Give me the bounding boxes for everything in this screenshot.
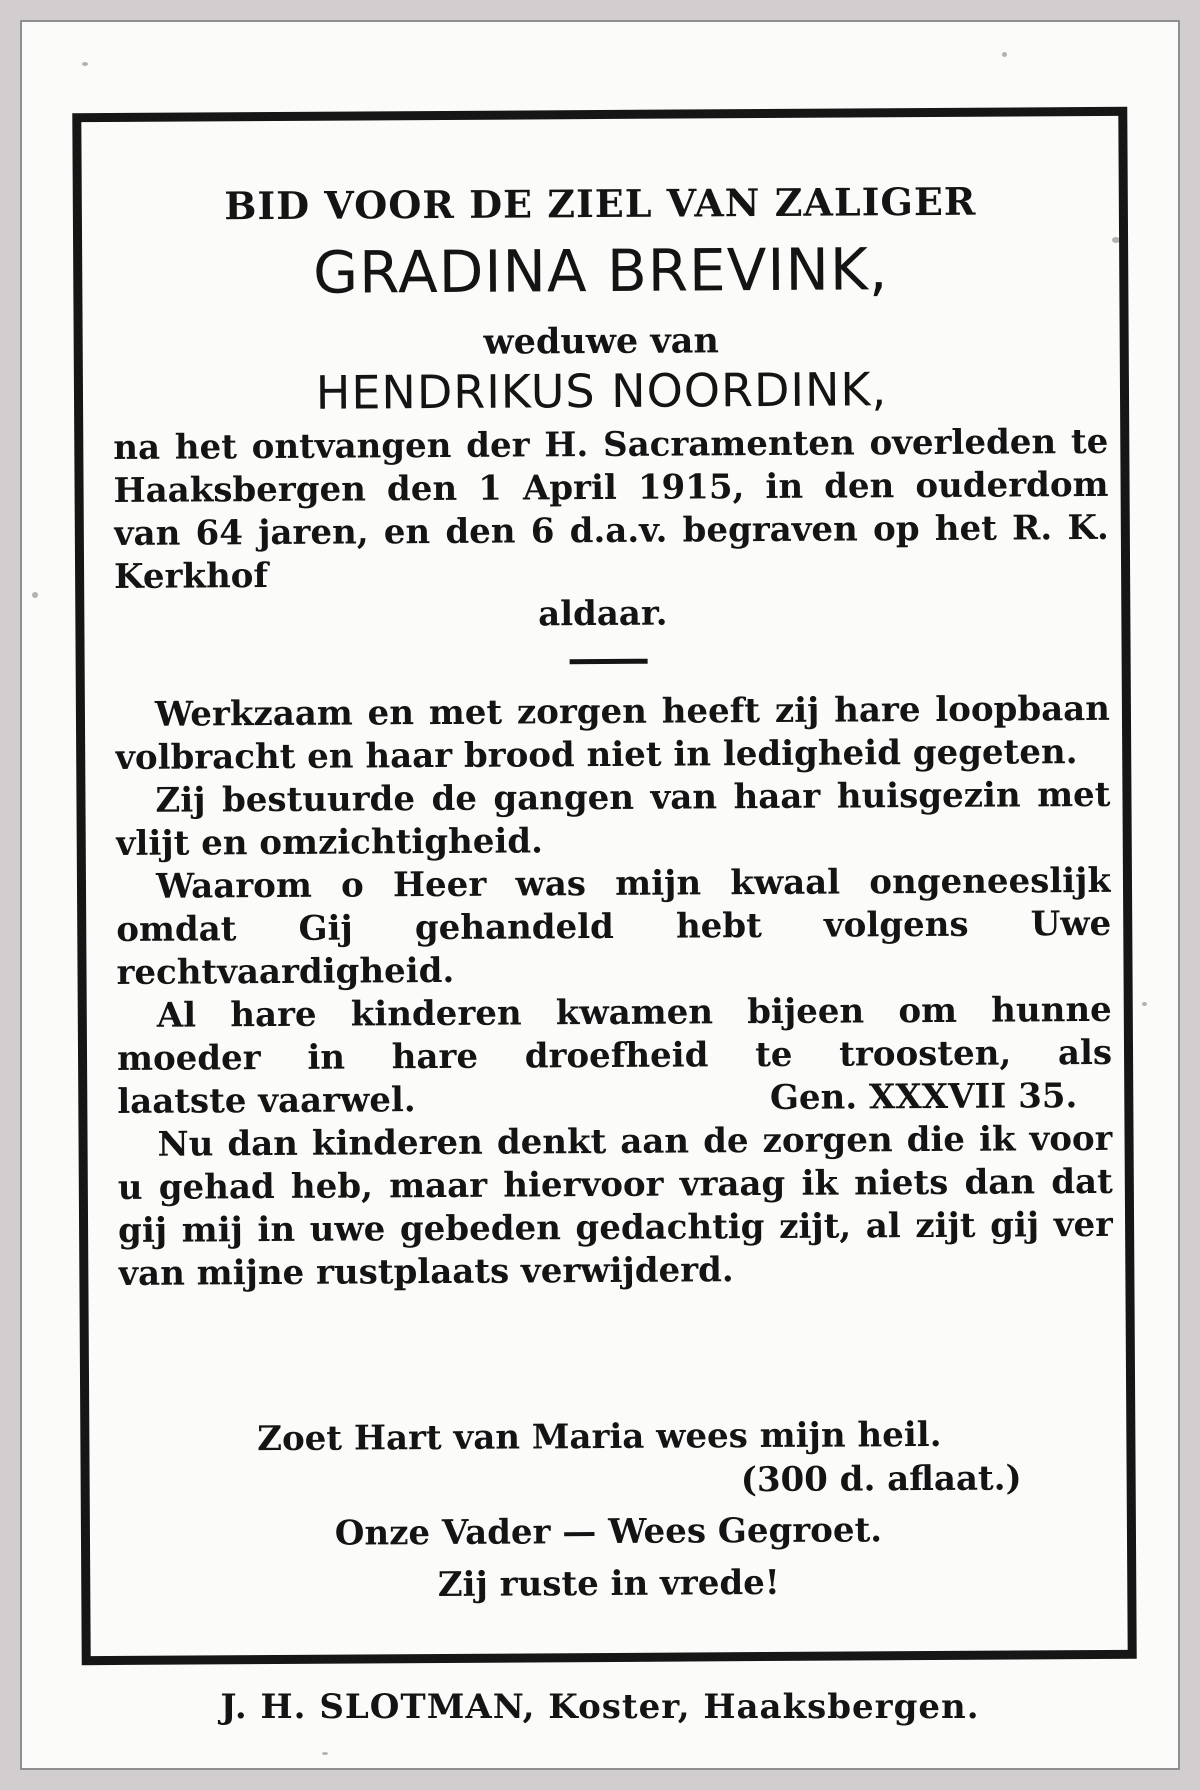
print-speck [1112, 237, 1120, 243]
indulgence-note: (300 d. aflaat.) [740, 1458, 1022, 1501]
card-body [115, 688, 1114, 1414]
spouse-name: HENDRIKUS NOORDINK, [315, 362, 888, 420]
prayers-line: Onze Vader — Wees Gegroet. [334, 1510, 883, 1554]
black-border-frame [72, 107, 1136, 1665]
memorial-card [20, 20, 1180, 1770]
deceased-name: GRADINA BREVINK, [312, 235, 889, 307]
paragraph-2: Zij bestuurde de gangen van haar huisgezin met vlijt en omzichtigheid. [115, 774, 1111, 864]
paragraph-4-end [117, 1075, 1112, 1124]
closing-line: Zij ruste in vrede! [437, 1562, 780, 1606]
printer-imprint: J. H. SLOTMAN, Koster, Haaksbergen. [220, 1687, 980, 1727]
print-speck [32, 592, 38, 598]
divider-rule [570, 659, 648, 664]
print-speck [82, 62, 88, 66]
intro-text: na het ontvangen der H. Sacramenten overleden te Haaksbergen den 1 April 1915, in den ouderdom van 64 jaren, en den 6 d.a.v. begraven op het R. K. Kerkhof [113, 421, 1109, 597]
card-heading: BID VOOR DE ZIEL VAN ZALIGER [224, 178, 977, 229]
relation-text: weduwe van [483, 320, 719, 363]
print-speck [1142, 1002, 1147, 1006]
invocation: Zoet Hart van Maria wees mijn heil. [257, 1414, 942, 1460]
paragraph-1: Werkzaam en met zorgen heeft zij hare loopbaan volbracht en haar brood niet in ledigheid gegeten. [115, 688, 1111, 778]
vaarwel-text: laatste vaarwel. [117, 1080, 416, 1122]
print-speck [322, 1752, 328, 1755]
scripture-reference: Gen. XXXVII 35. [769, 1076, 1078, 1118]
intro-last-word: aldaar. [537, 593, 668, 635]
paragraph-4: Al hare kinderen kwamen bijeen om hunne moeder in hare droefheid te troosten, als [116, 989, 1113, 1079]
paragraph-3: Waarom o Heer was mijn kwaal ongeneeslijk omdat Gij gehandeld hebt volgens Uwe rechtvaardigheid. [116, 860, 1112, 993]
print-speck [1002, 52, 1007, 57]
paragraph-5: Nu dan kinderen denkt aan de zorgen die ik voor u gehad heb, maar hiervoor vraag ik niets dan dat gij mij in uwe gebeden gedachtig zijt, al zijt gij ver van mijne rustplaats verwijderd. [117, 1118, 1114, 1294]
